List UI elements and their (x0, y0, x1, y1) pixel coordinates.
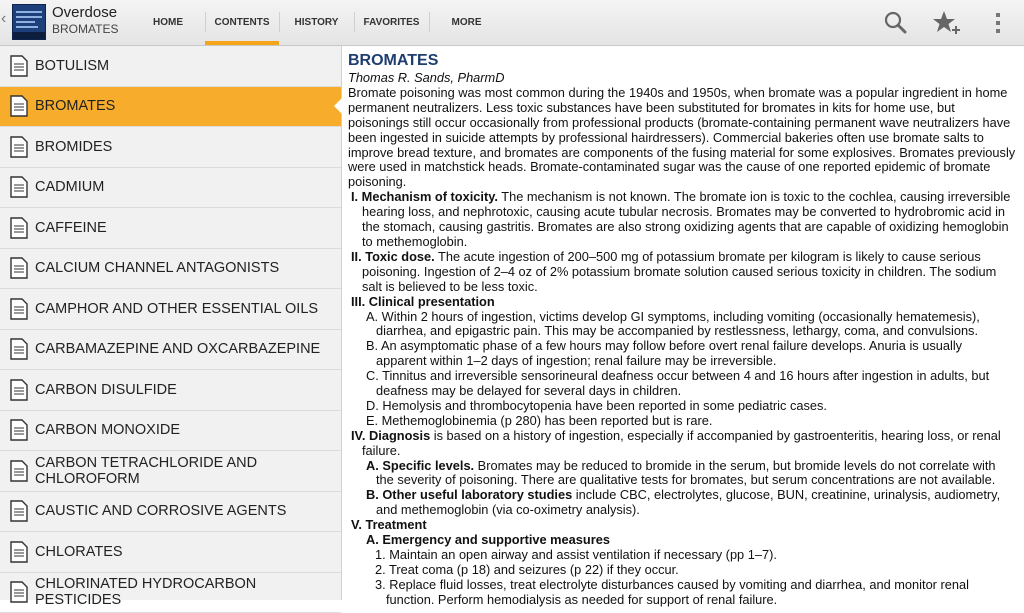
list-item-label: CARBAMAZEPINE AND OXCARBAZEPINE (35, 341, 320, 357)
list-item-label: BOTULISM (35, 58, 109, 74)
document-icon (10, 95, 28, 117)
list-item-label: CALCIUM CHANNEL ANTAGONISTS (35, 260, 279, 276)
tab-more[interactable]: MORE (429, 0, 504, 45)
treatment-item-a (348, 533, 1016, 548)
section-heading: III. Clinical presentation (351, 294, 495, 309)
section-text: The acute ingestion of 200–500 mg of potassium bromate per kilogram is likely to cause serious poisoning. Ingestion of 2–4 oz of 2% potassium bromate solution caused serious toxicity in children. The sodium salt is believed to be less toxic. (362, 249, 996, 294)
list-item-carbon-tetrachloride[interactable] (0, 451, 341, 492)
list-item-carbamazepine[interactable] (0, 330, 341, 371)
document-icon (10, 136, 28, 158)
list-item-label: BROMIDES (35, 139, 112, 155)
list-item-label: CADMIUM (35, 179, 104, 195)
document-icon (10, 338, 28, 360)
list-item-label: BROMATES (35, 98, 115, 114)
document-icon (10, 217, 28, 239)
item-text: Bromates may be reduced to bromide in the serum, but bromide levels do not correlate with the severity of poisoning. There are qualitative tests for bromates, but serum concentrations are not available. (376, 458, 996, 488)
document-icon (10, 379, 28, 401)
list-item-label: CAFFEINE (35, 220, 107, 236)
back-chevron-icon[interactable]: ‹ (1, 10, 6, 28)
clinical-item-c: C. Tinnitus and irreversible sensorineural deafness occur between 4 and 16 hours after ingestion in adults, but deafness may be delayed for several days in children. (348, 369, 1016, 399)
document-icon (10, 460, 28, 482)
section-heading: IV. Diagnosis (351, 428, 430, 443)
app-subtitle: BROMATES (52, 22, 118, 36)
diagnosis-item-a (348, 459, 1016, 489)
add-favorite-icon[interactable] (931, 8, 961, 38)
article-title: BROMATES (348, 52, 1016, 70)
document-icon (10, 500, 28, 522)
document-icon (10, 257, 28, 279)
section-text: is based on a history of ingestion, especially if accompanied by gastroenteritis, hearing loss, or renal failure. (362, 428, 1001, 458)
list-item-caffeine[interactable] (0, 208, 341, 249)
section-heading: V. Treatment (351, 517, 427, 532)
list-item-cadmium[interactable] (0, 168, 341, 209)
item-heading: B. Other useful laboratory studies (366, 487, 572, 502)
list-item-bromides[interactable] (0, 127, 341, 168)
section-heading: I. Mechanism of toxicity. (351, 189, 498, 204)
section-heading: II. Toxic dose. (351, 249, 435, 264)
section-mechanism (348, 190, 1016, 250)
item-heading: A. Specific levels. (366, 458, 474, 473)
treatment-step-1: 1. Maintain an open airway and assist ventilation if necessary (pp 1–7). (348, 548, 1016, 563)
clinical-item-b: B. An asymptomatic phase of a few hours may follow before overt renal failure develops. Anuria is usually apparent within 1–2 days of ingestion; renal failure may be irreversible. (348, 339, 1016, 369)
list-item-carbon-disulfide[interactable] (0, 370, 341, 411)
list-item-bromates[interactable] (0, 87, 341, 128)
list-item-label: CHLORATES (35, 544, 123, 560)
section-diagnosis (348, 429, 1016, 459)
tab-favorites[interactable]: FAVORITES (354, 0, 429, 45)
item-heading: A. Emergency and supportive measures (366, 532, 610, 547)
treatment-step-2: 2. Treat coma (p 18) and seizures (p 22) if they occur. (348, 563, 1016, 578)
list-item-label: CARBON DISULFIDE (35, 382, 177, 398)
list-item-label: CHLORINATED HYDROCARBON PESTICIDES (35, 576, 341, 608)
tab-bar (131, 0, 504, 45)
document-icon (10, 541, 28, 563)
tab-history[interactable]: HISTORY (279, 0, 354, 45)
document-icon (10, 176, 28, 198)
item-text: include CBC, electrolytes, glucose, BUN, creatinine, urinalysis, audiometry, and methemoglobin (via co-oximetry analysis). (376, 487, 1000, 517)
list-item-camphor[interactable] (0, 289, 341, 330)
section-text: The mechanism is not known. The bromate ion is toxic to the cochlea, causing irreversible hearing loss, and nephrotoxic, causing acute tubular necrosis. Bromates may be converted to hydrobromic acid in the stomach, causing gastritis. Bromates are also strong oxidizing agents that are capable of oxidizing hemoglobin to methemoglobin. (362, 189, 1010, 249)
list-item-chlorinated-hydrocarbon[interactable] (0, 573, 341, 613)
list-item-carbon-monoxide[interactable] (0, 411, 341, 452)
list-item-label: CAMPHOR AND OTHER ESSENTIAL OILS (35, 301, 318, 317)
list-item-botulism[interactable] (0, 46, 341, 87)
tab-home[interactable]: HOME (131, 0, 205, 45)
document-icon (10, 55, 28, 77)
action-bar (0, 0, 1024, 46)
section-clinical-presentation (348, 295, 1016, 310)
contents-list[interactable] (0, 46, 342, 600)
overflow-menu-icon[interactable] (984, 8, 1014, 38)
list-item-label: CARBON MONOXIDE (35, 422, 180, 438)
list-item-label: CAUSTIC AND CORROSIVE AGENTS (35, 503, 286, 519)
document-icon (10, 419, 28, 441)
list-item-chlorates[interactable] (0, 532, 341, 573)
app-logo-icon[interactable] (12, 4, 46, 40)
document-icon (10, 581, 28, 603)
clinical-item-e: E. Methemoglobinemia (p 280) has been reported but is rare. (348, 414, 1016, 429)
clinical-item-a: A. Within 2 hours of ingestion, victims develop GI symptoms, including vomiting (occasionally hematemesis), diarrhea, and epigastric pain. This may be accompanied by restlessness, lethargy, coma, and convulsions. (348, 310, 1016, 340)
tab-contents[interactable]: CONTENTS (205, 0, 279, 45)
clinical-item-d: D. Hemolysis and thrombocytopenia have been reported in some pediatric cases. (348, 399, 1016, 414)
list-item-caustic-corrosive[interactable] (0, 492, 341, 533)
diagnosis-item-b (348, 488, 1016, 518)
app-title: Overdose (52, 4, 117, 21)
section-treatment (348, 518, 1016, 533)
document-icon (10, 298, 28, 320)
article-pane[interactable] (342, 46, 1024, 600)
article-author: Thomas R. Sands, PharmD (348, 71, 1016, 86)
list-item-label: CARBON TETRACHLORIDE AND CHLOROFORM (35, 455, 265, 487)
search-icon[interactable] (881, 8, 911, 38)
list-item-calcium-channel-antagonists[interactable] (0, 249, 341, 290)
section-toxic-dose (348, 250, 1016, 295)
article-intro: Bromate poisoning was most common during the 1940s and 1950s, when bromate was a popular ingredient in home permanent neutralizers. Less toxic substances have been substituted for bromates in kits for home use, but poisonings still occur occasionally from professional products (bromate-containing permanent wave neutralizers have been ingested in suicide attempts by professional hairdressers). Commercial bakeries often use bromate salts to improve bread texture, and bromates are components of the fusing material for some explosives. Bromates previously were used in matchstick heads. Bromate-contaminated sugar was the cause of one reported epidemic of bromate poisoning. (348, 86, 1016, 190)
treatment-step-3: 3. Replace fluid losses, treat electrolyte disturbances caused by vomiting and diarrhea, and monitor renal function. Perform hemodialysis as needed for support of renal failure. (348, 578, 1016, 608)
